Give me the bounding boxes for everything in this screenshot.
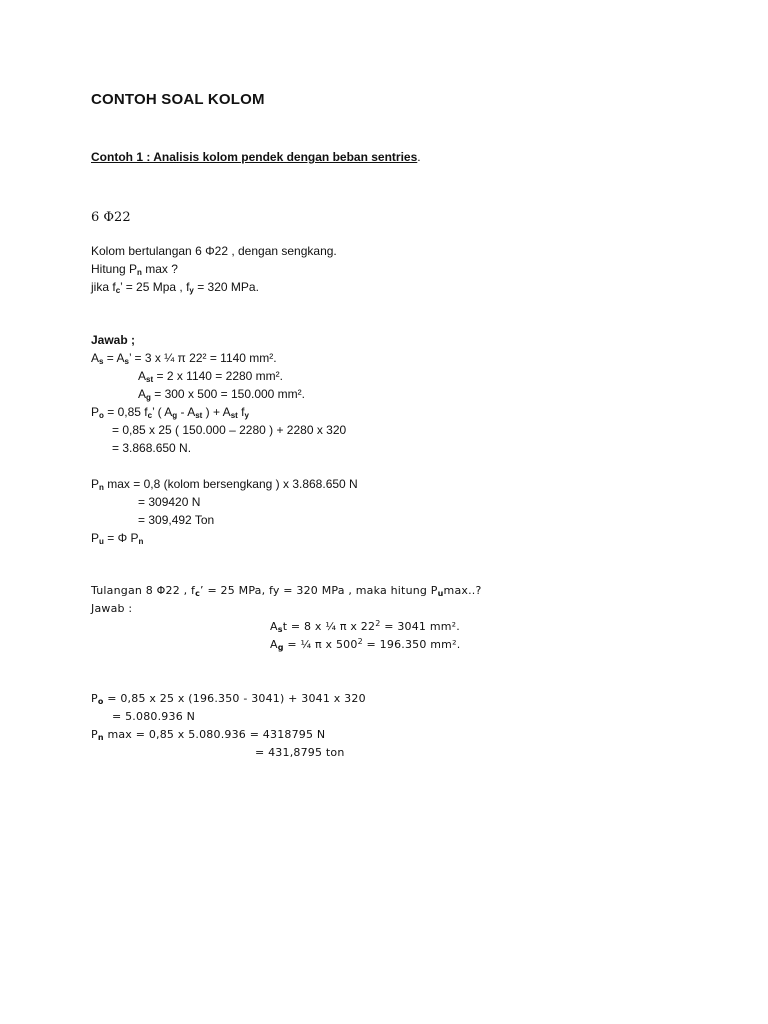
formula-po: $P_o = 0,85$ $f_c$’ ( $A_g - A_{st}$ ) + $A_{st}$ $f_y$ [91, 405, 249, 420]
formula-ag: $A_g = 300$ x 500 = 150.000 mm². [138, 387, 306, 402]
problem2-line-1: Tulangan 8 Φ22 , $f_c$’ = 25 MPa, fy = 320 MPa , maka hitung $P_u\max$..? [91, 584, 482, 598]
problem2-formula-pn: $P_n$ max = 0,85 x 5.080.936 = 4318795 N [91, 728, 326, 742]
formula-po-line-2: = 0,85 x 25 ( 150.000 – 2280 ) + 2280 x 320 [112, 423, 347, 437]
problem2-formula-po: $P_o = 0,85$ x 25 x (196.350 - 3041) + 3041 x 320 [91, 692, 366, 706]
formula-as: $A_s = A_s$’ = 3 x ¼ π 22² = 1140 mm². [91, 351, 277, 366]
example-heading: Contoh 1 : Analisis kolom pendek dengan beban sentries. [91, 150, 421, 164]
problem2-formula-pn-line-2: = 431,8795 ton [255, 746, 345, 759]
problem2-formula-ag: $A_g$ = ¼ π x $500^2 = 196.350$ mm². [270, 637, 461, 652]
rebar-label: 6 Φ22 [91, 210, 131, 225]
formula-ast: $A_{st} = 2$ x 1140 = 2280 mm². [138, 369, 283, 384]
formula-pn-line-3: = 309,492 Ton [138, 513, 215, 527]
problem-line-3: jika $f_c$’ = 25 Mpa , $f_y = 320$ MPa. [91, 280, 259, 295]
problem-line-2: Hitung $P_n$ max ? [91, 262, 178, 277]
formula-pu: $P_u = \Phi$ $P_n$ [91, 531, 144, 546]
problem2-formula-ast: $A_st = 8$ x ¼ π x $22^2 = 3041$ mm². [270, 619, 460, 634]
formula-pn-line-2: = 309420 N [138, 495, 201, 509]
problem2-formula-po-line-2: = 5.080.936 N [112, 710, 196, 723]
formula-po-line-3: = 3.868.650 N. [112, 441, 192, 455]
problem-line-1: Kolom bertulangan 6 Φ22 , dengan sengkang. [91, 244, 337, 258]
formula-pn: $P_n$ max = 0,8 (kolom bersengkang ) x 3.868.650 N [91, 477, 358, 492]
answer-label: Jawab ; [91, 333, 136, 347]
document-title: CONTOH SOAL KOLOM [91, 91, 265, 108]
problem2-answer-label: Jawab : [91, 602, 133, 615]
